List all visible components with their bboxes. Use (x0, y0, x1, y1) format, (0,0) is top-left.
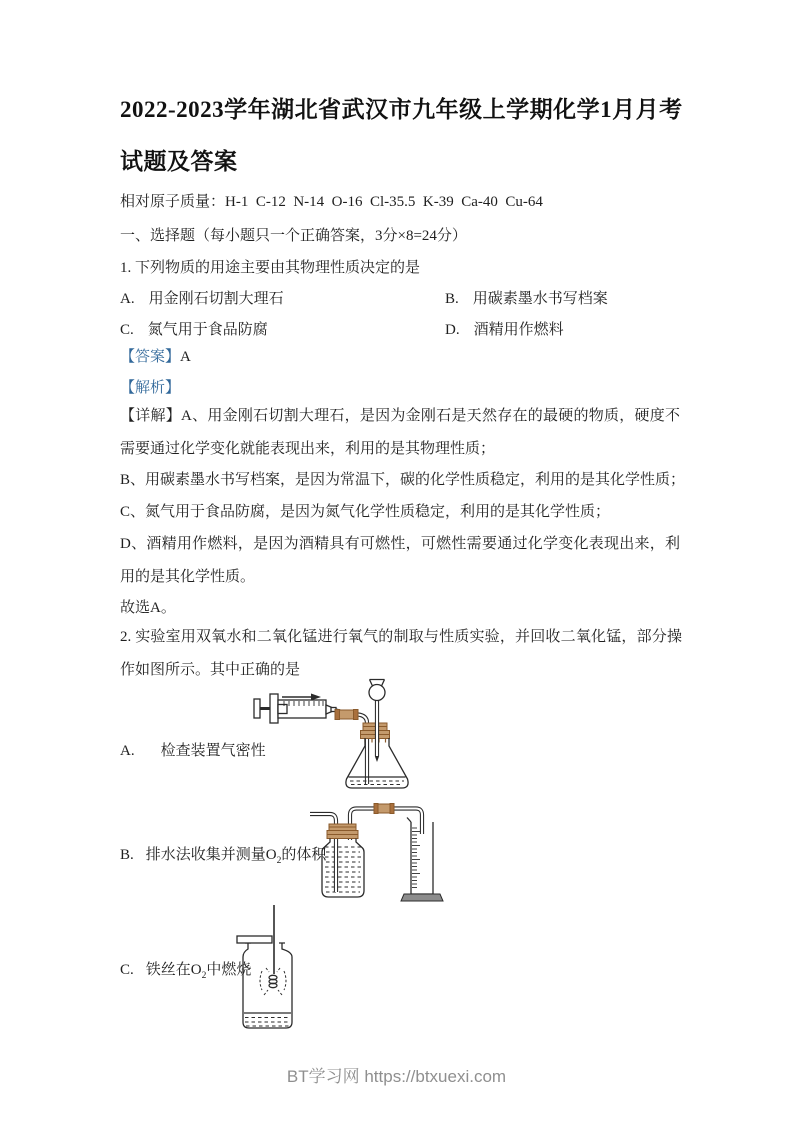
rubber-tubing-connector (335, 710, 358, 720)
q1-option-d-text: 酒精用作燃料 (473, 322, 564, 338)
q1-conclusion: 故选A。 (120, 600, 176, 616)
syringe (254, 694, 336, 723)
q2-option-b (120, 839, 326, 871)
answer-tag: 【答案】 (120, 349, 181, 365)
q1-option-b-label: B. (445, 291, 459, 307)
q2-option-a-text: 检查装置气密性 (160, 743, 266, 759)
site-watermark-link[interactable]: BT学习网 https://btxuexi.com (286, 1067, 507, 1086)
section-heading: 一、选择题（每小题只一个正确答案，3分×8=24分） (120, 228, 467, 244)
cylinder-base (401, 894, 443, 901)
glass-cover-plate (237, 936, 272, 943)
q2-stem: 2. 实验室用双氧水和二氧化锰进行氧气的制取与性质实验，并回收二氧化锰，部分操作如图所示。其中正确的是 (120, 629, 682, 678)
q2-option-a (120, 735, 266, 767)
q1-detail-b: B、用碳素墨水书写档案，是因为常温下，碳的化学性质稳定，利用的是其化学性质； (120, 472, 686, 488)
q2-option-c-label: C. (120, 962, 134, 978)
subscript-2: 2 (201, 971, 207, 981)
q1-detail-a: 【详解】A、用金刚石切割大理石，是因为金刚石是天然存在的最硬的物质，硬度不需要通过化学变化就能表现出来，利用的是其物理性质； (120, 408, 680, 457)
q1-answer-line (120, 341, 191, 373)
atomic-mass-line: 相对原子质量：H-1 C-12 N-14 O-16 Cl-35.5 K-39 Ca-40 Cu-64 (120, 194, 543, 210)
q1-detail-d: D、酒精用作燃料，是因为酒精具有可燃性，可燃性需要通过化学变化表现出来，利用的是其化学性质。 (120, 536, 680, 585)
q1-option-a-text: 用金刚石切割大理石 (148, 291, 284, 307)
q1-option-a (120, 283, 284, 315)
thistle-funnel (369, 680, 385, 763)
page-title: 2022-2023学年湖北省武汉市九年级上学期化学1月月考试题及答案 (120, 97, 683, 174)
q1-detail-c: C、氮气用于食品防腐，是因为氮气化学性质稳定，利用的是其化学性质； (120, 504, 611, 520)
q1-stem: 1. 下列物质的用途主要由其物理性质决定的是 (120, 260, 421, 276)
subscript-2: 2 (276, 856, 282, 866)
glass-tube (336, 711, 367, 785)
q2-option-a-label: A. (120, 743, 135, 759)
q1-option-b-text: 用碳素墨水书写档案 (472, 291, 608, 307)
q2-option-b-text: 排水法收集并测量$O_2$的体积 (145, 847, 327, 866)
q1-option-c-text: 氮气用于食品防腐 (147, 322, 268, 338)
iron-wire (260, 905, 286, 995)
water-in-bottle (325, 847, 361, 892)
q1-option-b (445, 283, 608, 315)
answer-value: A (180, 349, 191, 365)
rubber-stopper (327, 824, 358, 839)
sparks (260, 968, 286, 995)
analysis-tag: 【解析】 (120, 380, 181, 396)
rubber-tubing-connector (374, 804, 394, 814)
q2-option-c-text: 铁丝在$O_2$中燃烧 (145, 962, 252, 981)
q1-option-d (445, 314, 564, 346)
q1-option-c-label: C. (120, 322, 134, 338)
diagram-airtightness-check (232, 676, 522, 798)
iron-wire-coil (269, 975, 277, 987)
q2-option-b-label: B. (120, 847, 134, 863)
q1-option-d-label: D. (445, 322, 460, 338)
q2-option-c (120, 954, 251, 986)
q1-option-a-label: A. (120, 291, 135, 307)
